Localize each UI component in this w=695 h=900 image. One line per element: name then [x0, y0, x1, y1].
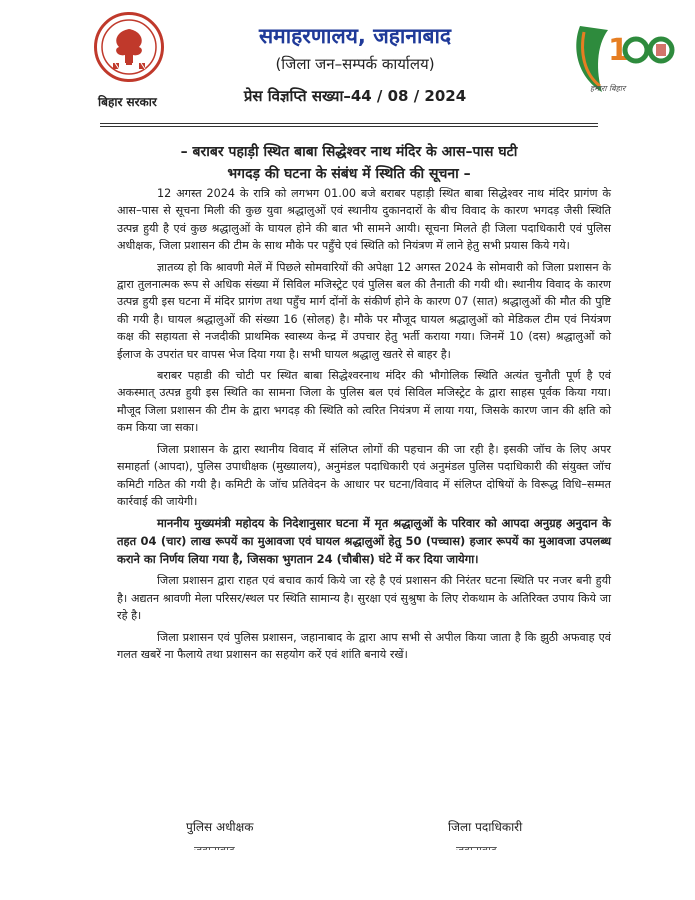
press-release-number: प्रेस विज्ञप्ति सख्या–44 / 08 / 2024	[243, 87, 467, 105]
header-divider	[100, 123, 598, 124]
office-title: समाहरणालय, जहानाबाद	[258, 24, 452, 48]
release-body	[117, 185, 611, 667]
page-crop-edge	[0, 850, 695, 900]
paragraph: बराबर पहाडी की चोटी पर स्थित बाबा सिद्धेश्वरनाथ मंदिर की भौगोलिक स्थिति अत्यंत चुनौती पूर्ण है एवं अकस्मात् उत्पन्न हुयी इस स्थिति का सामना जिला के पुलिस बल एवं सिविल मजिस्ट्रेट के द्वारा साहस पूर्वक किया गया। मौजूद जिला प्रशासन की टीम के द्वारा भगदड़ की स्थिति को त्वरित नियंत्रण में लाया गया, जिसके कारण जान की क्षति को कम किया जा सका।	[117, 369, 611, 435]
office-subtitle: (जिला जन–सम्पर्क कार्यालय)	[275, 55, 435, 73]
signatory-dm-title: जिला पदाधिकारी	[448, 820, 523, 834]
subject-line: – बराबर पहाड़ी स्थित बाबा सिद्धेश्वर नाथ मंदिर के आस–पास घटी	[180, 144, 518, 160]
paragraph: 12 अगस्त 2024 के रात्रि को लगभग 01.00 बजे बराबर पहाड़ी स्थित बाबा सिद्धेश्वर नाथ मंदिर प्रागंण के आस–पास से सूचना मिली की कुछ युवा श्रद्धालुओं एवं स्थानीय दुकानदारों के बीच विवाद के कारण भगदड़ जैसी स्थिति उत्पन्न हुयी है एवं कुछ श्रद्धालुओं के घायल होने की बात भी सामने आयी। सूचना मिलते ही जिला पदाधिकारी एवं पुलिस अधीक्षक, जिला प्रशासन की टीम के साथ मौके पर पहुँचे एवं स्थिति को नियंत्रण में लाने हेतु सभी प्रयास किये गये।	[117, 187, 611, 253]
svg-text:1: 1	[608, 33, 629, 68]
paragraph: जिला प्रशासन एवं पुलिस प्रशासन, जहानाबाद के द्वारा आप सभी से अपील किया जाता है कि झुठी अफवाह एवं गलत खबरें ना फैलाये तथा प्रशासन का सहयोग करें एवं शांति बनाये रखें।	[117, 630, 611, 661]
paragraph: जिला प्रशासन द्वारा राहत एवं बचाव कार्य किये जा रहे है एवं प्रशासन की निरंतर घटना स्थिति पर नजर बनी हुयी है। अद्यतन श्रावणी मेला परिसर/स्थल पर स्थिति सामान्य है। सुरक्षा एवं सुश्रुषा के लिए रोकथाम के अतिरिक्त उपाय किये जा रहे है।	[117, 574, 611, 623]
paragraph: जिला प्रशासन के द्वारा स्थानीय विवाद में संलिप्त लोगों की पहचान की जा रही है। इसकी जॉच के लिए अपर समाहर्ता (आपदा), पुलिस उपाधीक्षक (मुख्यालय), अनुमंडल पदाधिकारी एवं अनुमंडल पुलिस पदाधिकारी की संयुक्त जॉच कमिटी गठित की गयी है। कमिटी के जॉच प्रतिवेदन के आधार पर घटना/विवाद में संलिप्त दोषियों के विरूद्ध विधि–सम्मत कार्रवाई की जायेगी।	[117, 442, 611, 508]
logo-caption: हमारा बिहार	[590, 84, 626, 93]
paragraph: ज्ञातव्य हो कि श्रावणी मेलें में पिछले सोमवारियों की अपेक्षा 12 अगस्त 2024 के सोमवारी को जिला प्रशासन के द्वारा तुलनात्मक रूप से अधिक संख्या में सिविल मजिस्ट्रेट एवं पुलिस बल की तैनाती की गयी थी। स्थानीय विवाद के कारण उत्पन्न हुयी इस घटना में मंदिर प्रागंण तथा पहुँच मार्ग दोंनों के संकीर्ण होने के कारण 07 (सात) श्रद्धालुओं की मौत की पुष्टि की गयी है। घायल श्रद्धालुओं की संख्या 16 (सोलह) है। मौके पर मौजूद घायल श्रद्धालुओं को मेडिकल टीम एवं नियंत्रण कक्ष की सहायता से नजदीकी प्राथमिक स्वास्थ्य केन्द्र में उपचार हेतु भर्ती कराया गया। जिनमें 10 (दस) श्रद्धालुओं को ईलाज के उपरांत घर वापस भेज दिया गया है। सभी घायल श्रद्धालु खतरे से बाहर है।	[117, 260, 611, 361]
subject-line: भगदड़ की घटना के संबंध में स्थिति की सूचना –	[227, 166, 471, 182]
compensation-paragraph: माननीय मुख्यमंत्री महोदय के निदेशानुसार घटना में मृत श्रद्धालुओं के परिवार को आपदा अनुग्रह अनुदान के तहत 04 (चार) लाख रूपयें का मुआवजा एवं घायल श्रद्धालुओं हेतु 50 (पच्चास) हजार रूपयें का मुआवजा उपलब्ध कराने का निर्णय लिया गया है, जिसका भुगतान 24 (चौबीस) घंटे में कर दिया जायेगा।	[117, 516, 611, 567]
signatory-sp-title: पुलिस अधीक्षक	[186, 820, 254, 834]
bodhi-tree-icon	[99, 17, 159, 77]
subject-heading	[120, 141, 578, 185]
header-divider	[100, 126, 598, 127]
bihar-emblem-logo	[94, 12, 164, 82]
emblem-caption: बिहार सरकार	[98, 95, 157, 109]
